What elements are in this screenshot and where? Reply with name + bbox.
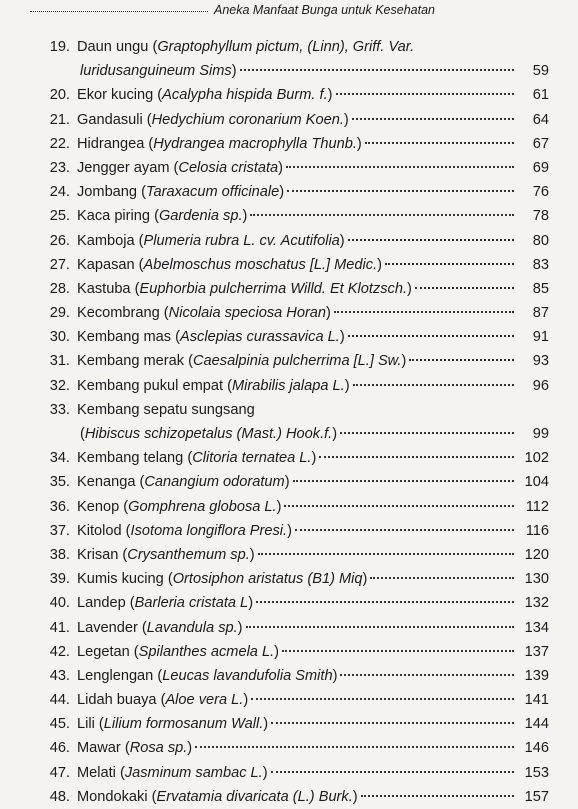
toc-entry [0,761,578,785]
latin-name: Abelmoschus moschatus [L.] Medic. [143,256,378,273]
latin-name: Lilium formosanum Wall. [103,716,264,733]
entry-number: 30. [49,329,70,346]
entry-number: 27. [49,256,70,273]
toc-entry [0,301,578,325]
latin-name: Hibiscus schizopetalus (Mast.) Hook.f. [84,426,333,442]
plant-name: Kenanga ( [77,474,145,491]
closing-paren: ) [231,63,237,80]
plant-name: Hidrangea ( [77,135,154,152]
page-number: 83 [532,256,549,273]
plant-name: Jengger ayam ( [77,159,179,176]
header-title: Aneka Manfaat Bunga untuk Kesehatan [214,3,435,17]
plant-name: Kastuba ( [77,280,140,297]
entry-number: 28. [49,280,70,297]
entry-text [77,277,514,301]
page-number: 61 [532,87,549,104]
toc-entry [0,567,578,591]
plant-name: Lavender ( [77,619,147,636]
entry-number: 38. [49,546,70,563]
page-number: 153 [524,764,549,781]
closing-paren: ) [343,111,349,128]
latin-name: Taraxacum officinale [145,184,280,201]
plant-name: Landep ( [77,595,135,612]
entry-number: 22. [49,135,70,152]
plant-name: Kembang pukul empat ( [77,377,232,394]
closing-paren: ) [278,159,284,176]
closing-paren: ) [262,764,268,781]
latin-name: Ervatamia divaricata (L.) Burk. [156,788,353,805]
plant-name: Ekor kucing ( [77,87,163,104]
plant-name: Melati ( [77,764,125,781]
entry-text [77,83,514,107]
dot-leader [295,529,514,531]
toc-entry [0,470,578,494]
toc-entry [0,664,578,688]
toc-entry [0,156,578,180]
entry-text [77,156,514,180]
page-number: 141 [524,692,549,709]
page-number: 120 [524,546,549,563]
plant-name: Lenglengan ( [77,667,163,684]
entry-number: 26. [49,232,70,249]
entry-text [77,688,514,712]
entry-number: 42. [49,643,70,660]
closing-paren: ) [332,426,338,442]
entry-number: 34. [49,450,70,467]
dot-leader [256,601,514,603]
plant-name: Legetan ( [77,643,139,660]
latin-name: Clitoria ternatea L. [192,450,312,467]
plant-name: Kecombrang ( [77,305,169,322]
dot-leader [370,577,514,579]
toc-entry-continuation [0,59,578,83]
page-number: 104 [524,474,549,491]
plant-name: Kembang merak ( [77,353,193,370]
closing-paren: ) [279,184,285,201]
entry-number: 45. [49,716,70,733]
latin-name: Asclepias curassavica L. [180,329,340,346]
dot-leader [340,432,514,434]
entry-text [77,446,514,470]
entry-text [77,374,514,398]
plant-name: Kapasan ( [77,256,144,273]
entry-number: 48. [49,788,70,805]
latin-name: Gardenia sp. [158,208,243,225]
plant-name: Mawar ( [77,740,130,757]
toc-entry [0,591,578,615]
dot-leader [319,456,514,458]
plant-name: Jombang ( [77,184,146,201]
latin-name: Ortosiphon aristatus (B1) Miq [172,571,363,588]
page-number: 80 [532,232,549,249]
latin-name: Leucas lavandufolia Smith [162,667,333,684]
toc-entry [0,132,578,156]
closing-paren: ) [276,498,282,515]
entry-text [77,470,514,494]
entry-text-continuation [80,422,514,446]
entry-text [77,712,514,736]
plant-name: Mondokaki ( [77,788,157,805]
closing-paren: ) [243,692,249,709]
opening-paren: ( [80,426,85,442]
entry-text [77,204,514,228]
entry-text [77,325,514,349]
toc-entry [0,543,578,567]
closing-paren: ) [248,595,254,612]
page-number: 96 [532,377,549,394]
dot-leader [385,263,514,265]
toc-entry [0,229,578,253]
closing-paren: ) [327,87,333,104]
entry-number: 39. [49,571,70,588]
plant-name: Lidah buaya ( [77,692,166,709]
plant-name: Kembang sepatu sungsang [77,401,255,418]
dot-leader [353,384,514,386]
latin-name: Aloe vera L. [165,692,244,709]
dot-leader [287,190,514,192]
header-dotted-rule [30,11,208,12]
toc-entry [0,736,578,760]
latin-name: Spilanthes acmela L. [138,643,275,660]
dot-leader [340,674,514,676]
dot-leader [271,771,514,773]
page-number: 139 [524,667,549,684]
closing-paren: ) [187,740,193,757]
closing-paren: ) [242,208,248,225]
dot-leader [365,142,514,144]
toc-entry [0,495,578,519]
plant-name: Kaca piring ( [77,208,159,225]
latin-name: Isotoma longiflora Presi. [130,522,288,539]
latin-name: Plumeria rubra L. cv. Acutifolia [143,232,340,249]
latin-name: Hydrangea macrophylla Thunb. [153,135,357,152]
latin-name: Hedychium coronarium Koen. [151,111,344,128]
plant-name: Gandasuli ( [77,111,152,128]
entry-text [77,35,514,59]
entry-text [77,301,514,325]
page-number: 78 [532,208,549,225]
latin-name: Rosa sp. [129,740,188,757]
page-number: 137 [524,643,549,660]
running-header [0,0,578,24]
dot-leader [409,359,514,361]
dot-leader [246,626,514,628]
plant-name: Kamboja ( [77,232,144,249]
entry-text [77,398,514,422]
closing-paren: ) [284,474,290,491]
entry-number: 20. [49,87,70,104]
page-number: 112 [525,498,549,515]
dot-leader [258,553,514,555]
closing-paren: ) [344,377,350,394]
plant-name: Krisan ( [77,546,128,563]
entry-number: 36. [49,498,70,515]
latin-name: Barleria cristata L [134,595,249,612]
page-number: 99 [532,426,549,442]
plant-name: Kenop ( [77,498,129,515]
dot-leader [195,746,514,748]
latin-name: Crysanthemum sp. [127,546,250,563]
toc-entry [0,204,578,228]
dot-leader [352,118,514,120]
closing-paren: ) [332,667,338,684]
entry-text [77,543,514,567]
entry-number: 33. [49,401,70,418]
entry-text [77,591,514,615]
latin-name: Acalypha hispida Burm. f. [162,87,328,104]
dot-leader [250,214,514,216]
entry-number: 23. [49,159,70,176]
latin-name: luridusanguineum Sims [80,63,232,80]
closing-paren: ) [352,788,358,805]
entry-number: 47. [49,764,70,781]
page-number: 134 [524,619,549,636]
entry-text [77,761,514,785]
dot-leader [286,166,514,168]
page-number: 64 [532,111,549,128]
entry-number: 46. [49,740,70,757]
entry-text [77,253,514,277]
page-number: 144 [524,716,549,733]
latin-name: Celosia cristata [178,159,279,176]
plant-name: Kembang mas ( [77,329,181,346]
entry-text [77,640,514,664]
entry-text [77,785,514,809]
toc-entry [0,325,578,349]
page-number: 69 [532,159,549,176]
dot-leader [284,505,514,507]
entry-number: 40. [49,595,70,612]
dot-leader [282,650,514,652]
closing-paren: ) [249,546,255,563]
toc-entry [0,712,578,736]
entry-text [77,132,514,156]
entry-text [77,567,514,591]
dot-leader [240,69,514,71]
toc-entry [0,519,578,543]
closing-paren: ) [339,329,345,346]
dot-leader [348,335,514,337]
plant-name: Kumis kucing ( [77,571,173,588]
entry-text [77,349,514,373]
page-number: 59 [532,63,549,80]
closing-paren: ) [237,619,243,636]
entry-number: 21. [49,111,70,128]
toc-entry [0,688,578,712]
entry-text [77,229,514,253]
toc-entry [0,446,578,470]
table-of-contents [0,35,578,809]
dot-leader [415,287,514,289]
entry-number: 24. [49,184,70,201]
latin-name: Graptophyllum pictum, (Linn), Griff. Var. [157,39,415,55]
plant-name: Kembang telang ( [77,450,193,467]
page-number: 76 [532,184,549,201]
entry-number: 37. [49,522,70,539]
closing-paren: ) [356,135,362,152]
dot-leader [271,722,514,724]
closing-paren: ) [407,280,412,297]
page-number: 116 [525,522,549,539]
dot-leader [348,239,514,241]
page-number: 146 [524,740,549,757]
page-number: 102 [524,450,549,467]
toc-entry [0,35,578,59]
toc-entry [0,398,578,422]
dot-leader [293,480,514,482]
dot-leader [334,311,514,313]
latin-name: Nicolaia speciosa Horan [168,305,327,322]
entry-number: 25. [49,208,70,225]
plant-name: Lili ( [77,716,104,733]
entry-number: 29. [49,305,70,322]
page-number: 157 [524,788,549,805]
entry-number: 32. [49,377,70,394]
dot-leader [361,795,514,797]
toc-entry [0,108,578,132]
latin-name: Gomphrena globosa L. [128,498,277,515]
toc-entry [0,785,578,809]
toc-entry [0,374,578,398]
latin-name: Caesalpinia pulcherrima [L.] Sw. [193,353,402,370]
page-number: 85 [532,280,549,297]
closing-paren: ) [401,353,407,370]
page-number: 93 [532,353,549,370]
toc-entry [0,616,578,640]
closing-paren: ) [311,450,317,467]
toc-entry [0,180,578,204]
entry-text [77,108,514,132]
closing-paren: ) [339,232,345,249]
entry-text [77,495,514,519]
entry-text [77,180,514,204]
entry-text [77,664,514,688]
entry-number: 19. [49,39,70,55]
plant-name: Kitolod ( [77,522,131,539]
entry-number: 43. [49,667,70,684]
dot-leader [251,698,514,700]
closing-paren: ) [362,571,368,588]
toc-entry-continuation [0,422,578,446]
latin-name: Canangium odoratum [144,474,285,491]
toc-entry [0,83,578,107]
latin-name: Jasminum sambac L. [124,764,263,781]
latin-name: Euphorbia pulcherrima Willd. Et Klotzsch. [139,280,408,297]
entry-text-continuation [80,59,514,83]
closing-paren: ) [377,256,383,273]
plant-name: Daun ungu ( [77,39,158,55]
toc-entry [0,253,578,277]
page-number: 91 [532,329,549,346]
dot-leader [336,93,514,95]
entry-text [77,616,514,640]
closing-paren: ) [263,716,269,733]
entry-text [77,519,514,543]
page-number: 132 [524,595,549,612]
closing-paren: ) [326,305,331,322]
entry-number: 31. [49,353,70,370]
page-number: 130 [524,571,549,588]
entry-text [77,736,514,760]
toc-entry [0,277,578,301]
closing-paren: ) [287,522,292,539]
latin-name: Lavandula sp. [146,619,238,636]
closing-paren: ) [274,643,280,660]
entry-number: 41. [49,619,70,636]
latin-name: Mirabilis jalapa L. [231,377,345,394]
toc-entry [0,349,578,373]
entry-number: 35. [49,474,70,491]
entry-number: 44. [49,692,70,709]
page-number: 87 [532,305,549,322]
page-number: 67 [532,135,549,152]
toc-entry [0,640,578,664]
